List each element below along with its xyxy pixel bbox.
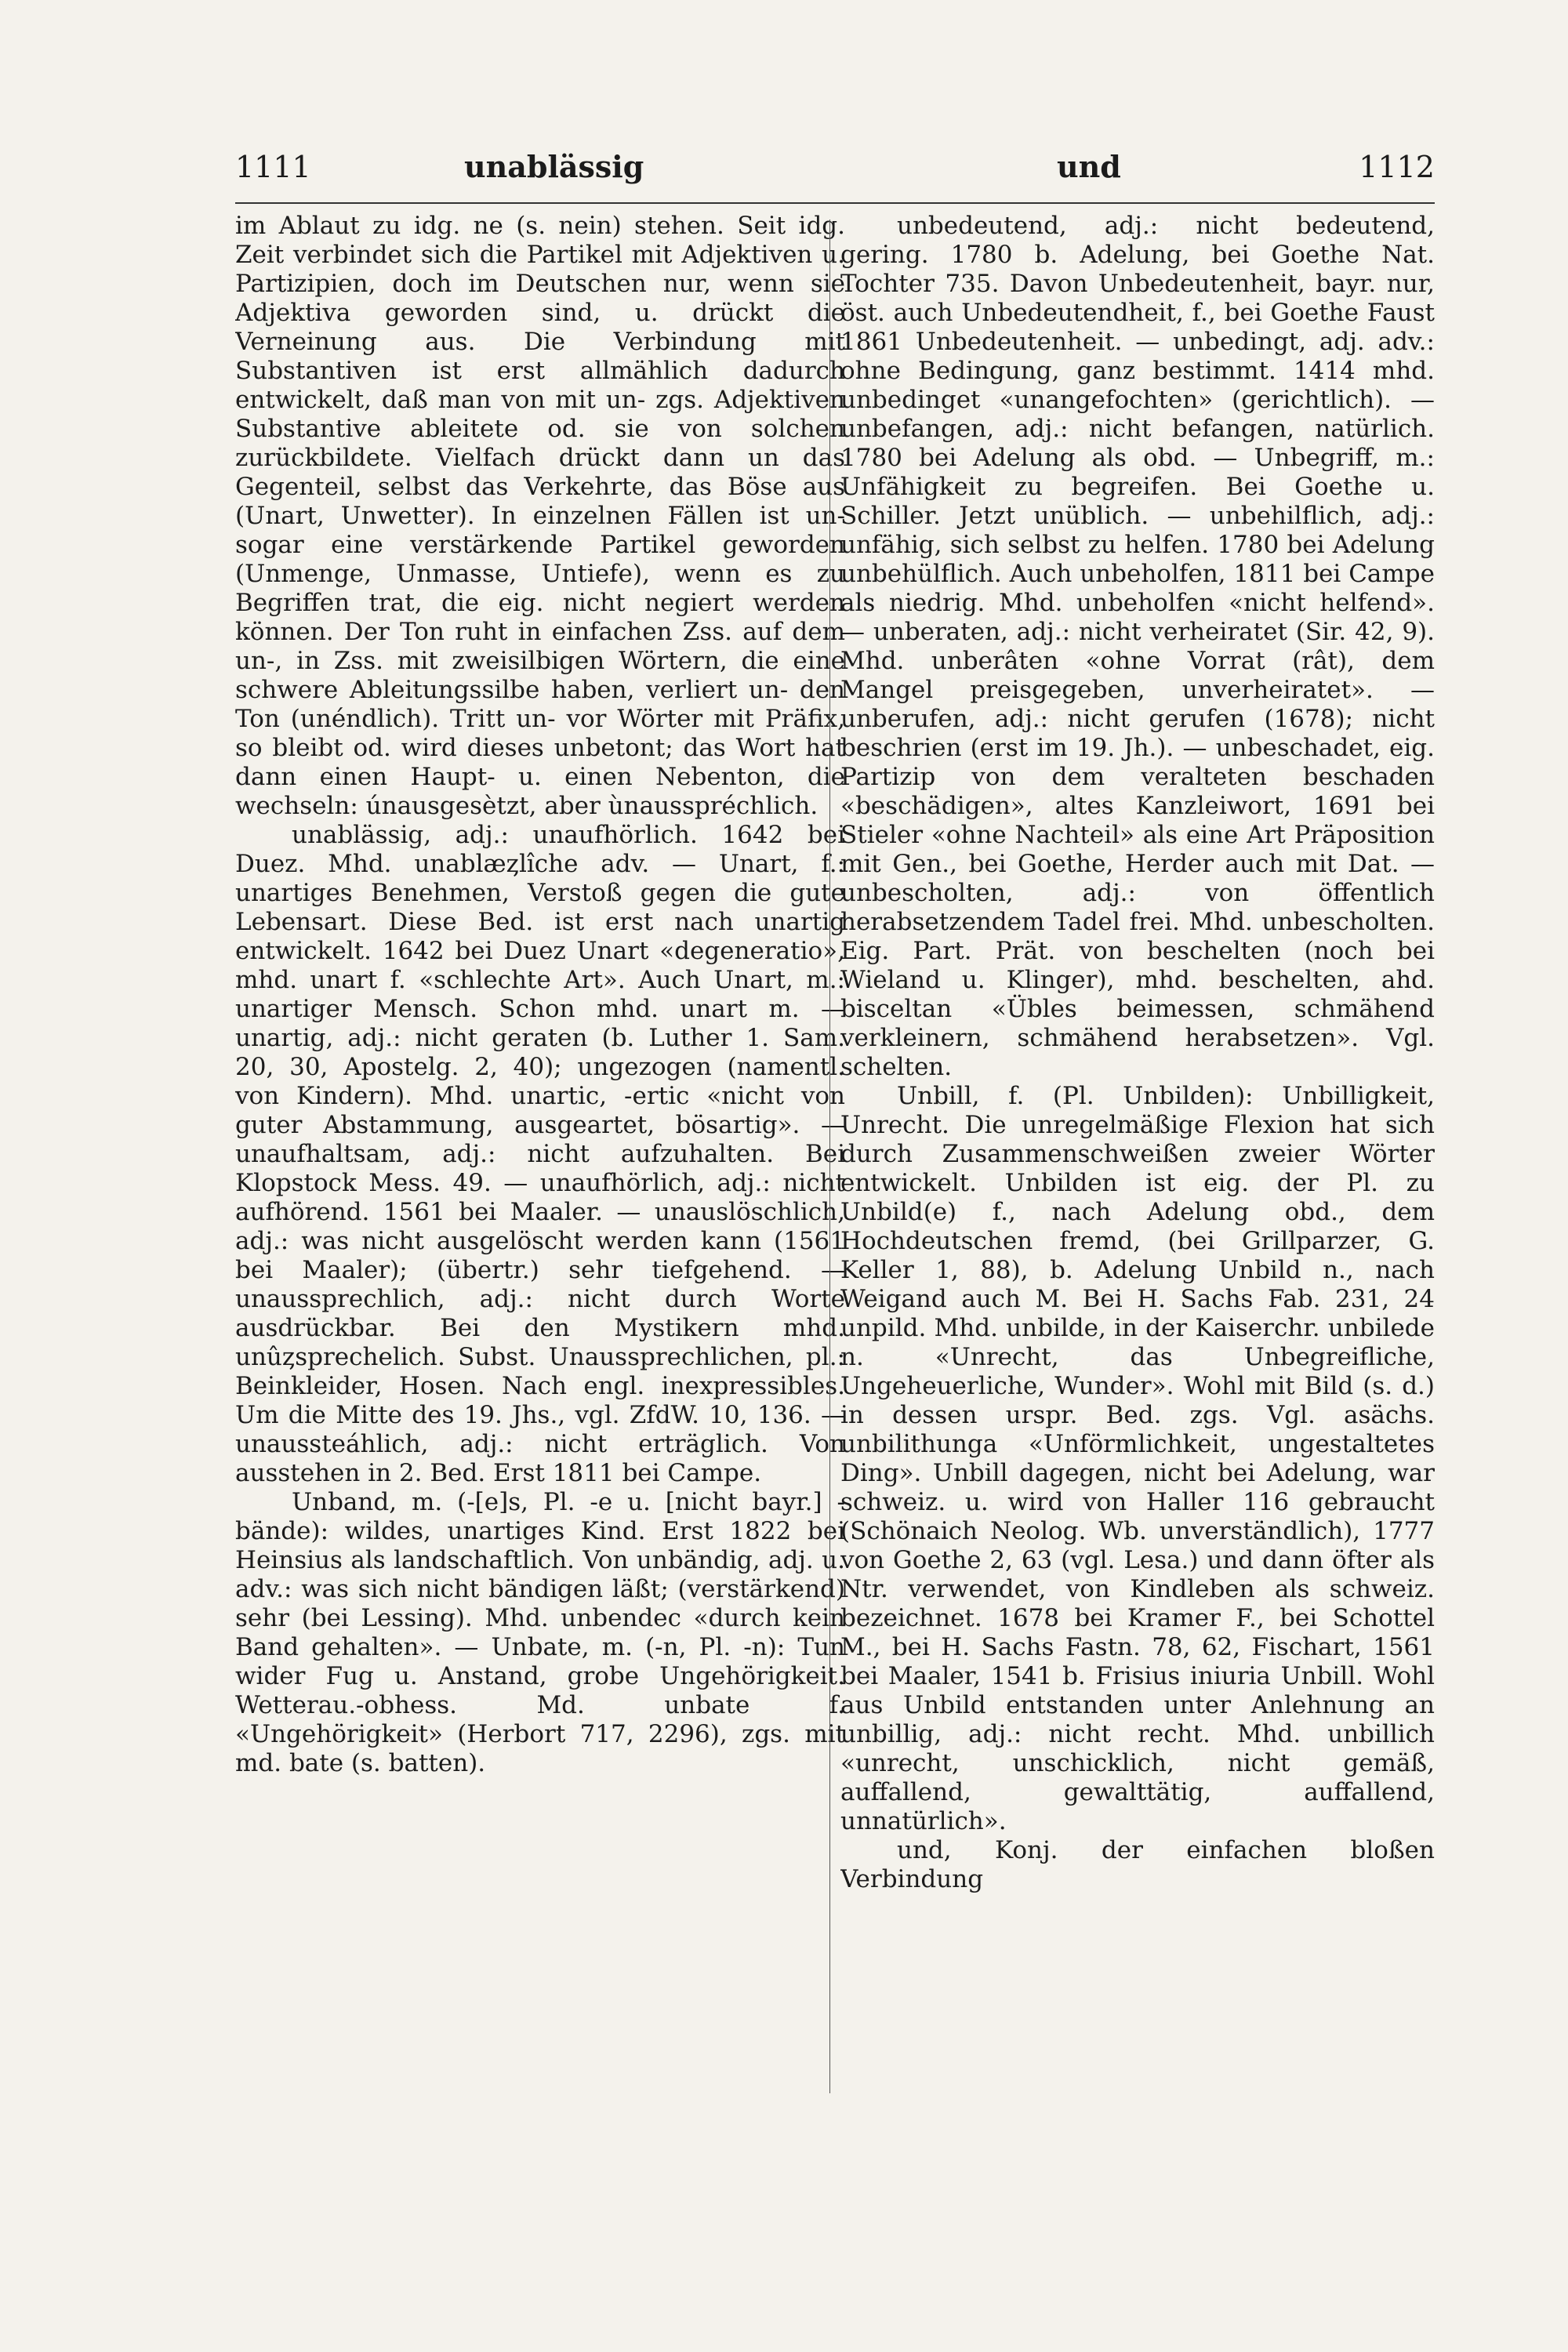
left-column: [235, 212, 845, 2109]
paragraph-un-prefix: im Ablaut zu idg. ne (s. nein) stehen. Seit idg. Zeit verbindet sich die Partikel mit Adjektiven u. Partizipien, doch im Deutschen nur, wenn sie Adjektiva geworden sind, u. drückt die Verneinung aus. Die Verbindung mit Substantiven ist erst allmählich dadurch entwickelt, daß man von mit un- zgs. Adjektiven Substantive ableitete od. sie von solchen zurückbildete. Vielfach drückt dann un das Gegenteil, selbst das Verkehrte, das Böse aus (Unart, Unwetter). In einzelnen Fällen ist un- sogar eine verstärkende Partikel geworden (Unmenge, Unmasse, Untiefe), wenn es zu Begriffen trat, die eig. nicht negiert werden können. Der Ton ruht in einfachen Zss. auf dem un-, in Zss. mit zweisilbigen Wörtern, die eine schwere Ableitungssilbe haben, verliert un- den Ton (unéndlich). Tritt un- vor Wörter mit Präfix, so bleibt od. wird dieses unbetont; das Wort hat dann einen Haupt- u. einen Nebenton, die wechseln: únausgesètzt, aber ùnausspréchlich.: [235, 212, 845, 820]
entry-unbill: Unbill, f. (Pl. Unbilden): Unbilligkeit, Unrecht. Die unregelmäßige Flexion hat sich durch Zusammenschweißen zweier Wörter entwickelt. Unbilden ist eig. der Pl. zu Unbild(e) f., nach Adelung obd., dem Hochdeutschen fremd, (bei Grillparzer, G. Keller 1, 88), b. Adelung Unbild n., nach Weigand auch M. Bei H. Sachs Fab. 231, 24 unpild. Mhd. unbilde, in der Kaiserchr. unbilede n. «Unrecht, das Unbegreifliche, Ungeheuerliche, Wunder». Wohl mit Bild (s. d.) in dessen urspr. Bed. zgs. Vgl. asächs. unbilithunga «Unförmlichkeit, ungestaltetes Ding». Unbill dagegen, nicht bei Adelung, war schweiz. u. wird von Haller 116 gebraucht (Schönaich Neolog. Wb. unverständlich), 1777 von Goethe 2, 63 (vgl. Lesa.) und dann öfter als Ntr. verwendet, von Kindleben als schweiz. bezeichnet. 1678 bei Kramer F., bei Schottel M., bei H. Sachs Fastn. 78, 62, Fischart, 1561 bei Maaler, 1541 b. Frisius iniuria Unbill. Wohl aus Unbild entstanden unter Anlehnung an unbillig, adj.: nicht recht. Mhd. unbillich «unrecht, unschicklich, nicht gemäß, auffallend, gewalttätig, auffallend, unnatürlich».: [840, 1082, 1435, 1835]
running-header: [235, 147, 1435, 204]
guide-word-left: unablässig: [464, 149, 644, 184]
entry-unablaessig: unablässig, adj.: unaufhörlich. 1642 bei Duez. Mhd. unablæȥlîche adv. — Unart, f.: unartiges Benehmen, Verstoß gegen die gute Lebensart. Diese Bed. ist erst nach unartig entwickelt. 1642 bei Duez Unart «degeneratio», mhd. unart f. «schlechte Art». Auch Unart, m.: unartiger Mensch. Schon mhd. unart m. — unartig, adj.: nicht geraten (b. Luther 1. Sam. 20, 30, Apostelg. 2, 40); ungezogen (namentl. von Kindern). Mhd. unartic, -ertic «nicht von guter Abstammung, ausgeartet, bösartig». — unaufhaltsam, adj.: nicht aufzuhalten. Bei Klopstock Mess. 49. — unaufhörlich, adj.: nicht aufhörend. 1561 bei Maaler. — unauslöschlich, adj.: was nicht ausgelöscht werden kann (1561 bei Maaler); (übertr.) sehr tiefgehend. — unaussprechlich, adj.: nicht durch Worte ausdrückbar. Bei den Mystikern mhd. unûȥsprechelich. Subst. Unaussprechlichen, pl.: Beinkleider, Hosen. Nach engl. inexpressibles. Um die Mitte des 19. Jhs., vgl. ZfdW. 10, 136. — unaussteáhlich, adj.: nicht erträglich. Von ausstehen in 2. Bed. Erst 1811 bei Campe.: [235, 821, 845, 1487]
entry-und: und, Konj. der einfachen bloßen Verbindung: [840, 1836, 1435, 1893]
guide-word-right: und: [1057, 149, 1121, 184]
entry-unbedeutend: unbedeutend, adj.: nicht bedeutend, gering. 1780 b. Adelung, bei Goethe Nat. Tochter 735. Davon Unbedeutenheit, bayr. nur, öst. auch Unbedeutendheit, f., bei Goethe Faust 1861 Unbedeutenheit. — unbedingt, adj. adv.: ohne Bedingung, ganz bestimmt. 1414 mhd. unbedinget «unangefochten» (gerichtlich). — unbefangen, adj.: nicht befangen, natürlich. 1780 bei Adelung als obd. — Unbegriff, m.: Unfähigkeit zu begreifen. Bei Goethe u. Schiller. Jetzt unüblich. — unbehilflich, adj.: unfähig, sich selbst zu helfen. 1780 bei Adelung unbehülflich. Auch unbeholfen, 1811 bei Campe als niedrig. Mhd. unbeholfen «nicht helfend». — unberaten, adj.: nicht verheiratet (Sir. 42, 9). Mhd. unberâten «ohne Vorrat (rât), dem Mangel preisgegeben, unverheiratet». — unberufen, adj.: nicht gerufen (1678); nicht beschrien (erst im 19. Jh.). — unbeschadet, eig. Partizip von dem veralteten beschaden «beschädigen», altes Kanzleiwort, 1691 bei Stieler «ohne Nachteil» als eine Art Präposition mit Gen., bei Goethe, Herder auch mit Dat. — unbescholten, adj.: von öffentlich herabsetzendem Tadel frei. Mhd. unbescholten. Eig. Part. Prät. von beschelten (noch bei Wieland u. Klinger), mhd. beschelten, ahd. bisceltan «Übles beimessen, schmähend verkleinern, schmähend herabsetzen». Vgl. schelten.: [840, 212, 1435, 1081]
entry-unband: Unband, m. (-[e]s, Pl. -e u. [nicht bayr.] -bände): wildes, unartiges Kind. Erst 1822 bei Heinsius als landschaftlich. Von unbändig, adj. u. adv.: was sich nicht bändigen läßt; (verstärkend) sehr (bei Lessing). Mhd. unbendec «durch kein Band gehalten». — Unbate, m. (-n, Pl. -n): Tun wider Fug u. Anstand, grobe Ungehörigkeit. Wetterau.-obhess. Md. unbate f. «Ungehörigkeit» (Herbort 717, 2296), zgs. mit md. bate (s. batten).: [235, 1488, 845, 1777]
page-number-left: 1111: [235, 150, 311, 184]
page-number-right: 1112: [1359, 150, 1435, 184]
column-divider: [829, 220, 830, 2093]
right-column: [840, 212, 1435, 2109]
